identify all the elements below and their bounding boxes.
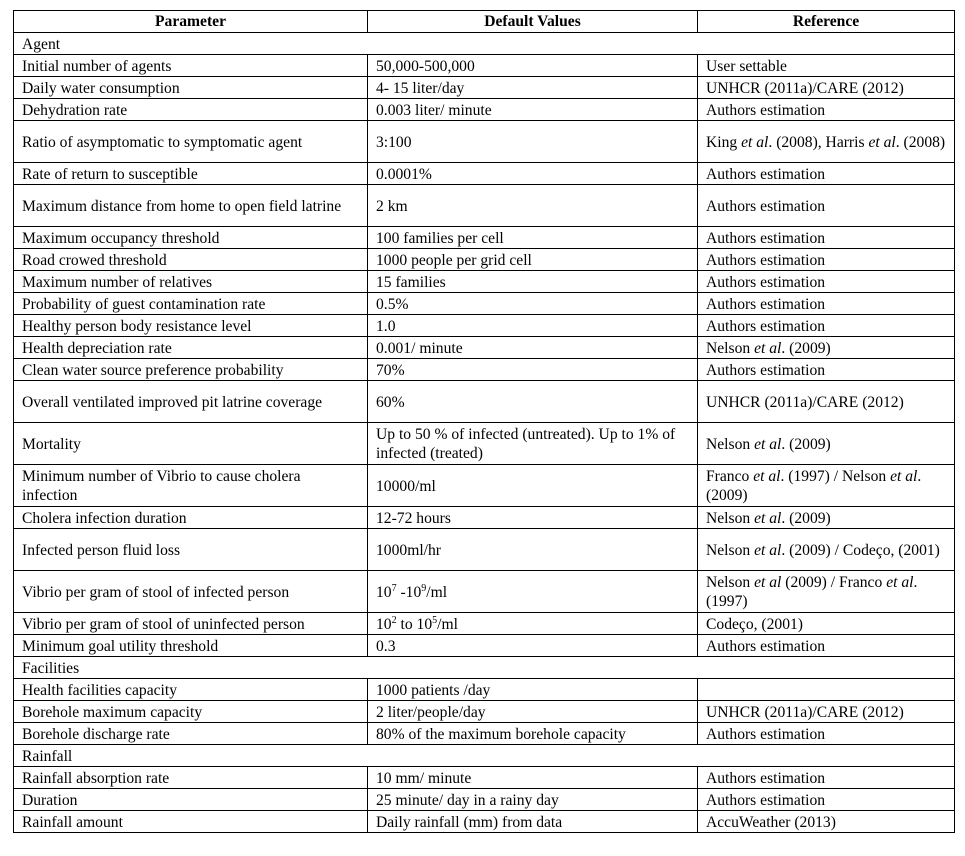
- table-row: [14, 315, 955, 337]
- text-run: UNHCR (2011a)/CARE (2012): [706, 79, 904, 97]
- section-row: [14, 657, 955, 679]
- table-row: [14, 227, 955, 249]
- parameter-cell: Vibrio per gram of stool of infected person: [14, 571, 368, 613]
- table-row: [14, 99, 955, 121]
- reference-cell: [698, 163, 955, 185]
- default-value-cell: 0.0001%: [368, 163, 698, 185]
- default-value-cell: 4- 15 liter/day: [368, 77, 698, 99]
- text-run: . (2008), Harris: [768, 133, 869, 151]
- parameter-cell: Road crowed threshold: [14, 249, 368, 271]
- text-run: . (2009): [781, 339, 831, 357]
- reference-cell: [698, 613, 955, 635]
- reference-cell: [698, 99, 955, 121]
- text-run: Franco: [706, 468, 754, 485]
- reference-cell: [698, 293, 955, 315]
- parameter-table: [13, 10, 955, 833]
- table-row: [14, 359, 955, 381]
- default-value-cell: Up to 50 % of infected (untreated). Up to 1% of infected (treated): [368, 423, 698, 465]
- text-run: -10: [396, 583, 422, 601]
- text-run: 10: [376, 615, 392, 633]
- reference-cell: [698, 77, 955, 99]
- table-row: [14, 249, 955, 271]
- text-run: /ml: [437, 615, 458, 633]
- parameter-cell: Minimum number of Vibrio to cause cholera infection: [14, 465, 368, 507]
- parameter-cell: Maximum occupancy threshold: [14, 227, 368, 249]
- table-row: [14, 423, 955, 465]
- header-parameter: Parameter: [14, 11, 368, 33]
- parameter-cell: Mortality: [14, 423, 368, 465]
- text-run: Authors estimation: [706, 637, 826, 655]
- table-row: [14, 571, 955, 613]
- table-row: [14, 789, 955, 811]
- parameter-cell: Rainfall amount: [14, 811, 368, 833]
- reference-cell: [698, 359, 955, 381]
- text-run: Authors estimation: [706, 273, 826, 291]
- parameter-cell: Borehole maximum capacity: [14, 701, 368, 723]
- text-run: Nelson: [706, 574, 755, 591]
- table-row: [14, 701, 955, 723]
- default-value-cell: 25 minute/ day in a rainy day: [368, 789, 698, 811]
- italic-text: et al: [754, 435, 782, 453]
- table-row: [14, 185, 955, 227]
- default-value-cell: 0.001/ minute: [368, 337, 698, 359]
- section-row: [14, 33, 955, 55]
- default-value-cell: 1000 patients /day: [368, 679, 698, 701]
- text-run: /ml: [426, 583, 448, 601]
- reference-cell: [698, 121, 955, 163]
- table-row: [14, 635, 955, 657]
- text-run: UNHCR (2011a)/CARE (2012): [706, 703, 904, 721]
- reference-cell: [698, 811, 955, 833]
- default-value-cell: 1.0: [368, 315, 698, 337]
- table-row: [14, 529, 955, 571]
- text-run: Nelson: [706, 435, 755, 453]
- default-value-cell: 2 liter/people/day: [368, 701, 698, 723]
- table-row: [14, 811, 955, 833]
- default-value-cell: 2 km: [368, 185, 698, 227]
- text-run: Nelson: [706, 541, 755, 559]
- text-run: 10: [376, 583, 392, 601]
- parameter-cell: Minimum goal utility threshold: [14, 635, 368, 657]
- default-value-cell: 10000/ml: [368, 465, 698, 507]
- text-run: . (2009): [706, 468, 922, 504]
- italic-text: et al: [886, 574, 914, 591]
- parameter-cell: Cholera infection duration: [14, 507, 368, 529]
- parameter-cell: Healthy person body resistance level: [14, 315, 368, 337]
- section-title: Facilities: [14, 657, 955, 679]
- reference-cell: [698, 55, 955, 77]
- italic-text: et al: [754, 509, 782, 527]
- table-row: [14, 55, 955, 77]
- text-run: Authors estimation: [706, 251, 826, 269]
- parameter-cell: Maximum number of relatives: [14, 271, 368, 293]
- italic-text: et al: [868, 133, 896, 151]
- text-run: Authors estimation: [706, 101, 826, 119]
- parameter-cell: Health facilities capacity: [14, 679, 368, 701]
- section-row: [14, 745, 955, 767]
- reference-cell: [698, 271, 955, 293]
- reference-cell: [698, 701, 955, 723]
- default-value-cell: 0.5%: [368, 293, 698, 315]
- text-run: . (2008): [895, 133, 946, 151]
- superscript: 7: [391, 582, 397, 594]
- italic-text: et al: [754, 339, 782, 357]
- text-run: Authors estimation: [706, 769, 826, 787]
- text-run: to 10: [396, 615, 433, 633]
- text-run: Authors estimation: [706, 197, 826, 215]
- italic-text: et al: [741, 133, 769, 151]
- parameter-cell: Clean water source preference probability: [14, 359, 368, 381]
- parameter-cell: Vibrio per gram of stool of uninfected person: [14, 613, 368, 635]
- parameter-cell: Duration: [14, 789, 368, 811]
- text-run: Authors estimation: [706, 317, 826, 335]
- table-row: [14, 507, 955, 529]
- parameter-cell: Health depreciation rate: [14, 337, 368, 359]
- reference-cell: [698, 315, 955, 337]
- reference-cell: [698, 571, 955, 613]
- text-run: Authors estimation: [706, 229, 826, 247]
- parameter-cell: Rate of return to susceptible: [14, 163, 368, 185]
- parameter-cell: Borehole discharge rate: [14, 723, 368, 745]
- superscript: 9: [421, 582, 427, 594]
- reference-cell: [698, 529, 955, 571]
- default-value-cell: [368, 613, 698, 635]
- table-body: [14, 33, 955, 833]
- table-row: [14, 465, 955, 507]
- text-run: . (2009): [781, 509, 831, 527]
- text-run: (2009) / Franco: [781, 574, 887, 591]
- parameter-cell: Rainfall absorption rate: [14, 767, 368, 789]
- parameter-cell: Initial number of agents: [14, 55, 368, 77]
- table-row: [14, 723, 955, 745]
- text-run: Authors estimation: [706, 165, 826, 183]
- text-run: Nelson: [706, 509, 755, 527]
- table-row: [14, 381, 955, 423]
- section-title: Agent: [14, 33, 955, 55]
- table-row: [14, 163, 955, 185]
- default-value-cell: 80% of the maximum borehole capacity: [368, 723, 698, 745]
- reference-cell: [698, 381, 955, 423]
- text-run: AccuWeather (2013): [706, 813, 836, 831]
- italic-text: et al: [754, 574, 782, 591]
- table-row: [14, 337, 955, 359]
- italic-text: et al: [753, 468, 781, 485]
- reference-cell: [698, 227, 955, 249]
- text-run: . (2009): [781, 435, 831, 453]
- default-value-cell: 12-72 hours: [368, 507, 698, 529]
- default-value-cell: 70%: [368, 359, 698, 381]
- table-row: [14, 121, 955, 163]
- default-value-cell: Daily rainfall (mm) from data: [368, 811, 698, 833]
- italic-text: et al: [754, 541, 782, 559]
- parameter-cell: Maximum distance from home to open field latrine: [14, 185, 368, 227]
- table-row: [14, 293, 955, 315]
- reference-cell: [698, 423, 955, 465]
- reference-cell: [698, 635, 955, 657]
- header-default-values: Default Values: [368, 11, 698, 33]
- reference-cell: [698, 249, 955, 271]
- reference-cell: [698, 337, 955, 359]
- table-row: [14, 767, 955, 789]
- reference-cell: [698, 465, 955, 507]
- header-reference: Reference: [698, 11, 955, 33]
- text-run: Authors estimation: [706, 725, 826, 743]
- text-run: Codeço, (2001): [706, 615, 804, 633]
- parameter-cell: Ratio of asymptomatic to symptomatic agent: [14, 121, 368, 163]
- text-run: Authors estimation: [706, 361, 826, 379]
- text-run: . (2009) / Codeço, (2001): [781, 541, 940, 559]
- text-run: Nelson: [706, 339, 755, 357]
- reference-cell: [698, 767, 955, 789]
- superscript: 2: [391, 614, 397, 626]
- table-row: [14, 271, 955, 293]
- parameter-cell: Probability of guest contamination rate: [14, 293, 368, 315]
- reference-cell: [698, 185, 955, 227]
- section-title: Rainfall: [14, 745, 955, 767]
- default-value-cell: 3:100: [368, 121, 698, 163]
- italic-text: et al: [890, 468, 918, 485]
- parameter-cell: Daily water consumption: [14, 77, 368, 99]
- reference-cell: [698, 507, 955, 529]
- default-value-cell: 1000ml/hr: [368, 529, 698, 571]
- reference-cell: [698, 789, 955, 811]
- default-value-cell: 60%: [368, 381, 698, 423]
- superscript: 5: [432, 614, 438, 626]
- default-value-cell: [368, 571, 698, 613]
- parameter-cell: Infected person fluid loss: [14, 529, 368, 571]
- reference-cell: [698, 679, 955, 701]
- text-run: King: [706, 133, 742, 151]
- text-run: . (1997) / Nelson: [780, 468, 891, 485]
- default-value-cell: 1000 people per grid cell: [368, 249, 698, 271]
- table-row: [14, 679, 955, 701]
- text-run: UNHCR (2011a)/CARE (2012): [706, 393, 904, 411]
- default-value-cell: 100 families per cell: [368, 227, 698, 249]
- parameter-cell: Dehydration rate: [14, 99, 368, 121]
- text-run: . (1997): [706, 574, 918, 610]
- default-value-cell: 0.3: [368, 635, 698, 657]
- table-row: [14, 77, 955, 99]
- text-run: Authors estimation: [706, 295, 826, 313]
- parameter-cell: Overall ventilated improved pit latrine coverage: [14, 381, 368, 423]
- default-value-cell: 50,000-500,000: [368, 55, 698, 77]
- default-value-cell: 15 families: [368, 271, 698, 293]
- reference-cell: [698, 723, 955, 745]
- default-value-cell: 10 mm/ minute: [368, 767, 698, 789]
- default-value-cell: 0.003 liter/ minute: [368, 99, 698, 121]
- header-row: [14, 11, 955, 33]
- text-run: User settable: [706, 57, 787, 75]
- table-row: [14, 613, 955, 635]
- text-run: Authors estimation: [706, 791, 826, 809]
